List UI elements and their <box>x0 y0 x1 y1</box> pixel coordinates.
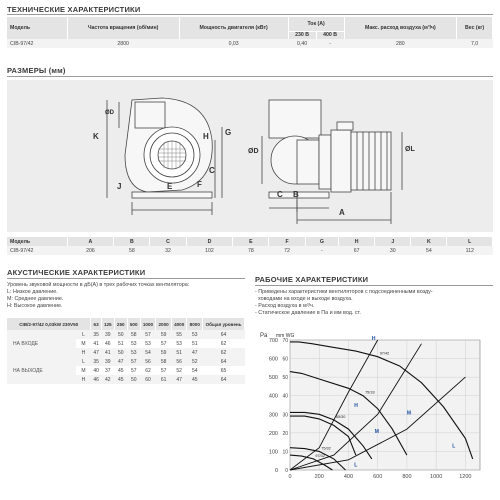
acoustic-value: 61 <box>156 375 172 384</box>
acoustic-value: 42 <box>101 375 114 384</box>
acoustic-intro <box>7 282 247 310</box>
acoustic-total: 64 <box>203 357 245 366</box>
acoustic-value: 53 <box>176 340 182 347</box>
dims-header-g: G <box>305 237 338 246</box>
acoustic-group-label: НА ВЫХОДЕ <box>7 357 76 384</box>
acoustic-value: 50 <box>114 330 127 339</box>
tech-speed: 2800 <box>67 39 179 48</box>
acoustic-point: H <box>76 348 91 357</box>
chart-y-tick-label-mm: 10 <box>282 449 288 456</box>
acoustic-total: 64 <box>203 330 245 339</box>
acoustic-value: 40 <box>93 367 99 374</box>
acoustic-title: АКУСТИЧЕСКИЕ ХАРАКТЕРИСТИКИ <box>7 268 146 277</box>
acoustic-value: 37 <box>105 367 111 374</box>
tech-rule <box>7 14 493 15</box>
dims-value-l: 112 <box>447 246 493 255</box>
chart-series-label: 97/32 <box>315 453 325 458</box>
dims-header-model: Модель <box>7 237 67 246</box>
dims-table <box>7 237 493 255</box>
acoustic-header: 1000 <box>140 318 156 330</box>
dims-value-k: 54 <box>411 246 447 255</box>
dim-label-od-left: ØD <box>105 110 114 116</box>
dims-header-c: C <box>150 237 186 246</box>
acoustic-value: 53 <box>145 340 151 347</box>
chart-point-label: L <box>354 462 358 469</box>
chart-x-tick-label: 1000 <box>430 474 443 480</box>
perf-note: - Статическое давление в Па и мм вод. ст. <box>255 310 361 316</box>
acoustic-total: 65 <box>220 367 227 374</box>
perf-note: - Приведены характеристики вентиляторов с подсоединенными возду- <box>255 289 433 295</box>
acoustic-value: 47 <box>114 357 127 366</box>
acoustic-value: 54 <box>140 348 156 357</box>
dims-value-f: 72 <box>269 246 305 255</box>
tech-flow: 280 <box>344 39 457 48</box>
dim-label-h: H <box>203 132 209 141</box>
tech-header-speed: Частота вращения (об/мин) <box>67 17 179 39</box>
dim-label-c-left: C <box>209 166 215 175</box>
dim-label-c-right: C <box>277 190 283 199</box>
chart-point-label: L <box>452 443 456 450</box>
acoustic-intro-line: L: Низкое давление. <box>7 289 58 295</box>
acoustic-point: M <box>81 367 86 374</box>
acoustic-value: 39 <box>101 357 114 366</box>
acoustic-value: 52 <box>176 367 182 374</box>
dims-value-h: 67 <box>339 246 375 255</box>
dim-label-a: A <box>339 208 345 217</box>
acoustic-value: 60 <box>140 375 156 384</box>
chart-y-tick-label-mm: 70 <box>282 338 288 344</box>
chart-x-tick-label: 1200 <box>459 474 472 480</box>
acoustic-point: M <box>81 340 86 347</box>
chart-ylabel-mm: mm WG <box>276 333 295 339</box>
acoustic-point: L <box>76 330 91 339</box>
acoustic-row <box>7 357 245 366</box>
acoustic-value: 41 <box>93 340 99 347</box>
acoustic-value: 51 <box>192 340 198 347</box>
acoustic-header: CIB/2-97/42 0,03kW 230V50 <box>7 318 91 330</box>
tech-header-230: 230 В <box>288 31 316 39</box>
acoustic-value: 57 <box>140 330 156 339</box>
acoustic-intro-line: M: Среднее давление. <box>7 296 64 302</box>
acoustic-value: 46 <box>91 375 101 384</box>
dims-title: РАЗМЕРЫ (мм) <box>7 66 66 75</box>
dims-value-b: 58 <box>114 246 150 255</box>
acoustic-value: 50 <box>127 375 140 384</box>
acoustic-header: 63 <box>91 318 101 330</box>
dims-header-j: J <box>375 237 411 246</box>
chart-y-tick-label-pa: 200 <box>268 430 278 437</box>
chart-y-tick-label-pa: 0 <box>274 468 278 474</box>
tech-power: 0,03 <box>179 39 288 48</box>
chart-point-label: M <box>406 410 412 417</box>
dim-label-od-right: ØD <box>248 148 259 155</box>
acoustic-value: 47 <box>91 348 101 357</box>
acoustic-total: 62 <box>203 348 245 357</box>
fan-drawing-svg <box>7 80 493 232</box>
dim-label-k: K <box>93 132 99 141</box>
dim-label-g: G <box>225 128 232 137</box>
acoustic-total: 64 <box>203 375 245 384</box>
acoustic-point: L <box>76 357 91 366</box>
perf-note: ховодами на входе и выходе воздуха. <box>255 296 353 302</box>
dim-label-b: B <box>293 190 299 199</box>
chart-x-tick-label: 800 <box>402 474 412 480</box>
acoustic-point: H <box>76 375 91 384</box>
chart-point-label: M <box>374 428 379 435</box>
chart-series-label: 75/32 <box>321 446 331 451</box>
acoustic-total: 62 <box>220 340 227 347</box>
acoustic-value: 39 <box>101 330 114 339</box>
chart-y-tick-label-pa: 300 <box>268 412 278 419</box>
acoustic-value: 45 <box>117 367 124 374</box>
chart-y-tick-label-pa: 500 <box>268 375 278 382</box>
dims-header-e: E <box>233 237 269 246</box>
dim-label-e: E <box>167 182 173 191</box>
dims-header-k: K <box>411 237 447 246</box>
dims-header-h: H <box>339 237 375 246</box>
chart-ylabel-pa: Pa <box>260 333 268 339</box>
acoustic-value: 52 <box>187 357 203 366</box>
tech-header-power: Мощность двигателя (кВт) <box>179 17 288 39</box>
perf-title: РАБОЧИЕ ХАРАКТЕРИСТИКИ <box>255 275 369 284</box>
dims-value-g: - <box>305 246 338 255</box>
acoustic-value: 58 <box>156 357 172 366</box>
acoustic-value: 62 <box>145 367 151 374</box>
chart-y-tick-label-mm: 40 <box>282 393 288 400</box>
acoustic-header: Общая уровень <box>203 318 245 330</box>
chart-point-label: H <box>354 402 358 409</box>
dim-label-ol: ØL <box>405 146 415 153</box>
perf-note: - Расход воздуха в м³/ч. <box>255 303 315 309</box>
tech-header-weight: Вес (кг) <box>457 17 493 39</box>
tech-400: - <box>316 39 344 48</box>
acoustic-value: 56 <box>140 357 156 366</box>
acoustic-value: 53 <box>187 330 203 339</box>
acoustic-value: 35 <box>91 330 101 339</box>
acoustic-value: 47 <box>187 348 203 357</box>
dims-value-e: 78 <box>233 246 269 255</box>
chart-x-tick-label: 400 <box>343 474 354 480</box>
chart-y-tick-label-pa: 400 <box>268 393 278 400</box>
acoustic-value: 57 <box>130 367 137 374</box>
acoustic-header: 500 <box>127 318 140 330</box>
acoustic-header: 125 <box>101 318 114 330</box>
acoustic-intro-line: H: Высокое давление. <box>7 303 63 309</box>
tech-header-flow: Макс. расход воздуха (м³/ч) <box>344 17 457 39</box>
chart-point-label: H <box>371 336 376 342</box>
acoustic-value: 47 <box>171 375 187 384</box>
dims-header-f: F <box>269 237 305 246</box>
acoustic-value: 59 <box>156 330 172 339</box>
dims-header-l: L <box>447 237 493 246</box>
perf-notes <box>255 289 495 317</box>
dims-rule <box>7 76 493 77</box>
chart-y-tick-label-mm: 50 <box>282 375 288 382</box>
acoustic-value: 45 <box>114 375 127 384</box>
fan-technical-drawing <box>7 80 493 232</box>
dim-label-f: F <box>197 180 202 189</box>
acoustic-value: 51 <box>171 348 187 357</box>
chart-series-label: 75/33 <box>365 390 375 395</box>
chart-series-label: 97/42 <box>379 351 390 356</box>
acoustic-value: 53 <box>130 340 137 347</box>
tech-weight: 7,0 <box>457 39 493 48</box>
acoustic-header: 2000 <box>156 318 172 330</box>
chart-y-tick-label-pa: 700 <box>268 338 278 344</box>
dims-header-d: D <box>186 237 233 246</box>
acoustic-value: 46 <box>105 340 111 347</box>
acoustic-header: 8000 <box>187 318 203 330</box>
acoustic-value: 55 <box>171 330 187 339</box>
dims-value-j: 30 <box>375 246 411 255</box>
tech-table <box>7 17 493 48</box>
chart-x-tick-label: 600 <box>373 474 383 480</box>
acoustic-value: 54 <box>192 367 198 374</box>
performance-chart <box>254 328 492 493</box>
acoustic-value: 45 <box>187 375 203 384</box>
acoustic-value: 56 <box>171 357 187 366</box>
chart-y-tick-label-pa: 600 <box>268 356 278 363</box>
acoustic-header: 250 <box>114 318 127 330</box>
perf-rule <box>255 285 493 286</box>
acoustic-value: 59 <box>156 348 172 357</box>
acoustic-value: 41 <box>101 348 114 357</box>
dims-header-a: A <box>67 237 114 246</box>
tech-header-400: 400 В <box>316 31 344 39</box>
acoustic-value: 57 <box>160 340 167 347</box>
acoustic-header: 4000 <box>171 318 187 330</box>
chart-series-label: 65/30 <box>335 414 346 419</box>
acoustic-intro-line: Уровень звуковой мощности в дБ(А) в трех рабочих точках вентилятора: <box>7 282 190 288</box>
acoustic-value: 53 <box>127 348 140 357</box>
chart-y-tick-label-mm: 0 <box>285 468 288 474</box>
dim-label-j: J <box>117 182 122 191</box>
acoustic-value: 57 <box>127 357 140 366</box>
tech-230: 0,40 <box>288 39 316 48</box>
acoustic-table <box>7 318 245 384</box>
acoustic-value: 35 <box>91 357 101 366</box>
acoustic-value: 50 <box>114 348 127 357</box>
acoustic-rule <box>7 278 245 279</box>
tech-header-current: Ток (А) <box>288 17 344 31</box>
dims-model: CIB-97/42 <box>7 246 67 255</box>
acoustic-value: 51 <box>117 340 124 347</box>
chart-y-tick-label-mm: 30 <box>282 412 288 419</box>
chart-y-tick-label-mm: 60 <box>282 356 288 363</box>
chart-y-tick-label-pa: 100 <box>268 449 278 456</box>
tech-model: CIB-97/42 <box>7 39 67 48</box>
tech-header-model: Модель <box>7 17 67 39</box>
chart-y-tick-label-mm: 20 <box>282 430 288 437</box>
dims-value-d: 102 <box>186 246 233 255</box>
dims-value-a: 206 <box>67 246 114 255</box>
tech-title: ТЕХНИЧЕСКИЕ ХАРАКТЕРИСТИКИ <box>7 5 141 14</box>
chart-x-tick-label: 0 <box>288 474 292 480</box>
acoustic-value: 58 <box>127 330 140 339</box>
dims-value-c: 32 <box>150 246 186 255</box>
acoustic-row <box>7 330 245 339</box>
acoustic-value: 57 <box>160 367 167 374</box>
acoustic-group-label: НА ВХОДЕ <box>7 330 76 357</box>
chart-x-tick-label: 200 <box>314 474 324 480</box>
dims-header-b: B <box>114 237 150 246</box>
